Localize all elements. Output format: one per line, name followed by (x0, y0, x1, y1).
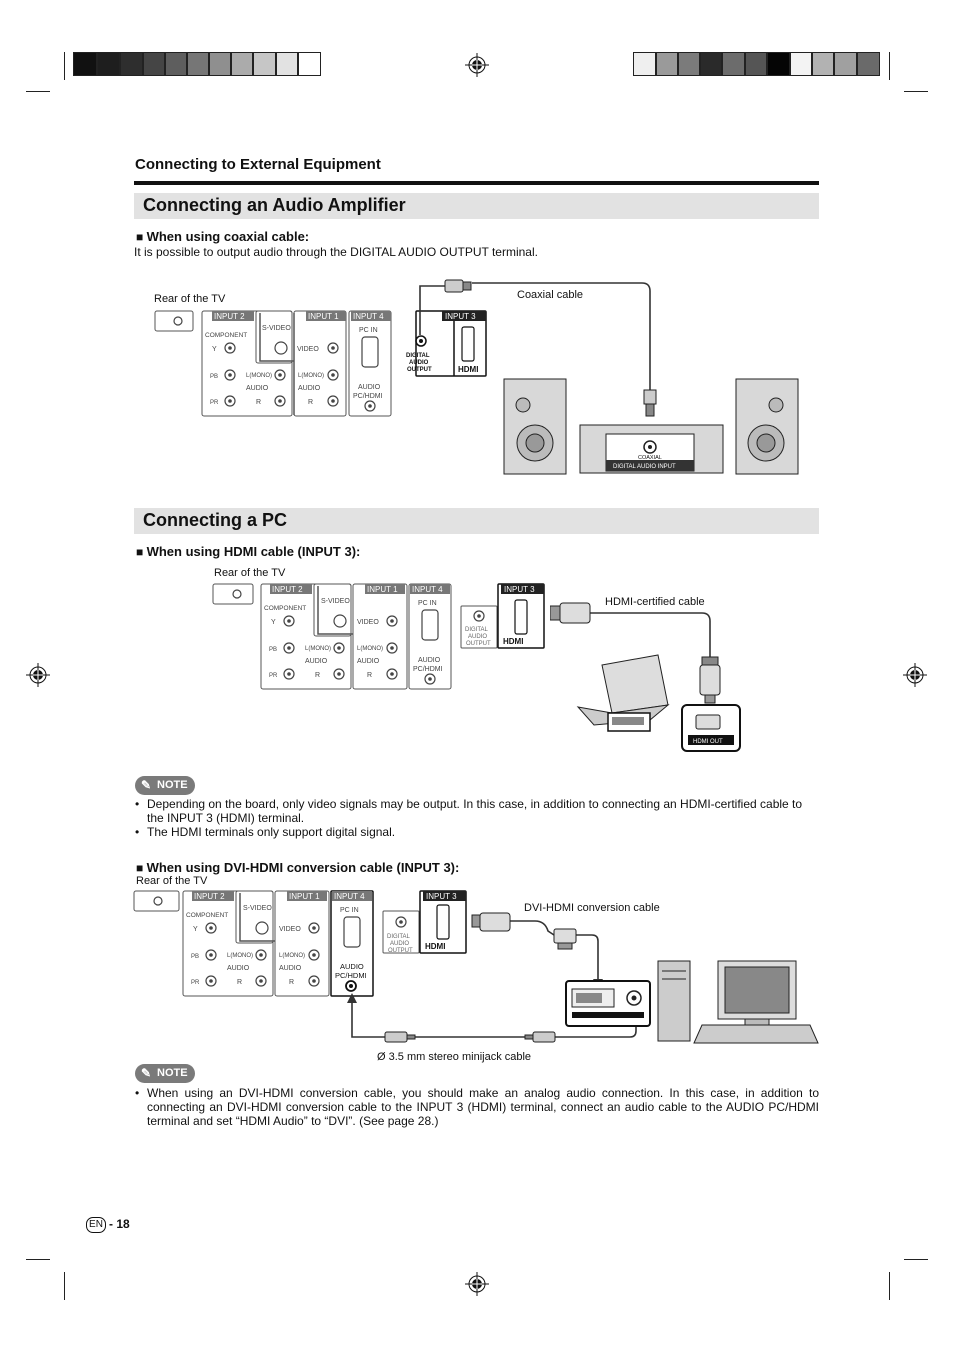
coax-plug-bottom (644, 390, 656, 416)
panel3-pc-hdmi: PC/HDMI (335, 971, 367, 980)
amp-coaxial-label: COAXIAL (638, 455, 662, 461)
panel3-audio: AUDIO (227, 965, 250, 972)
panel1-pr: PR (210, 400, 219, 406)
panel1-audio-pc: AUDIO (358, 384, 381, 391)
panel2-audio: AUDIO (305, 658, 328, 665)
panel1-pc-hdmi: PC/HDMI (353, 393, 383, 400)
hdmi-out-port (682, 705, 740, 751)
keyboard (694, 1025, 818, 1043)
panel1-lmono2: L(MONO) (298, 373, 324, 379)
coax-heading: ■ When using coaxial cable: (136, 229, 309, 244)
pc-title: Connecting a PC (143, 510, 288, 530)
page-number: - 18 (109, 1217, 130, 1231)
panel2-audio-out: AUDIO (468, 634, 488, 640)
note-badge-1: ✎ NOTE (135, 776, 195, 795)
hdmi-plug-top (550, 603, 590, 623)
hdmi-plug-bottom (700, 657, 720, 703)
dvi-cable-label: DVI-HDMI conversion cable (524, 902, 660, 914)
panel2-lmono2: L(MONO) (357, 646, 383, 652)
pencil-icon: ✎ (141, 778, 152, 792)
panel1-output: OUTPUT (407, 367, 432, 373)
pc-title-band (134, 508, 819, 534)
coax-text: It is possible to output audio through the DIGITAL AUDIO OUTPUT terminal. (134, 245, 538, 259)
panel1-input2: INPUT 2 (214, 312, 245, 321)
panel3-lmono2: L(MONO) (279, 953, 305, 959)
dvi-plug (554, 929, 576, 949)
dvi-desktop-diagram (340, 905, 820, 1050)
tv-rear-panel-2 (210, 580, 550, 695)
notes-list-1 (134, 797, 819, 839)
panel1-audio: AUDIO (246, 385, 269, 392)
panel3-r: R (237, 979, 243, 986)
audio-amp-title: Connecting an Audio Amplifier (143, 195, 406, 215)
panel2-audio-pc: AUDIO (418, 657, 441, 664)
panel2-input2: INPUT 2 (272, 585, 303, 594)
panel2-pcin: PC IN (418, 600, 437, 607)
panel1-hdmi-logo: HDMI (458, 365, 479, 374)
audio-amp-diagram (410, 275, 810, 480)
panel1-audio-out: AUDIO (409, 360, 429, 366)
panel2-digital: DIGITAL (465, 627, 488, 633)
panel3-input1: INPUT 1 (289, 892, 320, 901)
monitor (718, 961, 796, 1025)
hdmi-plug (472, 913, 510, 931)
coax-plug-top (445, 280, 471, 292)
panel2-input4: INPUT 4 (412, 585, 443, 594)
section-header: Connecting to External Equipment (135, 156, 381, 173)
panel2-r: R (315, 672, 321, 679)
panel3-pb: PB (191, 954, 200, 960)
dvi-heading: ■ When using DVI-HDMI conversion cable (INPUT 3): (136, 860, 459, 875)
hdmi-heading: ■ When using HDMI cable (INPUT 3): (136, 544, 360, 559)
hdmi-cable-label: HDMI-certified cable (605, 596, 705, 608)
panel3-y: Y (193, 926, 198, 933)
panel3-input3: INPUT 3 (426, 892, 457, 901)
rear-label-3: Rear of the TV (136, 875, 208, 887)
panel1-lmono: L(MONO) (246, 373, 272, 379)
panel2-video: VIDEO (357, 619, 379, 626)
hdmi-out-label: HDMI OUT (693, 739, 723, 745)
note-item: • The HDMI terminals only support digital signal. (134, 825, 819, 839)
tv-hdmi-port-3 (419, 905, 465, 953)
speaker-left (504, 379, 566, 474)
panel1-input1: INPUT 1 (308, 312, 339, 321)
panel3-video: VIDEO (279, 926, 301, 933)
pc-ports-callout (566, 981, 650, 1026)
panel1-component: COMPONENT (205, 332, 248, 339)
panel3-audio2: AUDIO (279, 965, 302, 972)
note-badge-2: ✎ NOTE (135, 1064, 195, 1083)
panel3-audio-out: AUDIO (390, 941, 410, 947)
panel2-pc-hdmi: PC/HDMI (413, 666, 443, 673)
panel1-pb: PB (210, 374, 219, 380)
panel2-y: Y (271, 619, 276, 626)
panel3-hdmi-logo: HDMI (425, 942, 446, 951)
panel1-input3: INPUT 3 (445, 312, 476, 321)
panel1-digital: DIGITAL (406, 353, 430, 359)
note-item: • When using an DVI-HDMI conversion cable, you should make an analog audio connection. In this case, in addition to connecting an DVI-HDMI conversion cable to the INPUT 3 (HDMI) terminal, connect an audio cable to the AUDIO PC/HDMI terminal and set “HDMI Audio” to “DVI”. (See page 28.) (134, 1086, 819, 1128)
panel2-pr: PR (269, 673, 278, 679)
panel2-hdmi-logo: HDMI (503, 637, 524, 646)
panel1-input4: INPUT 4 (353, 312, 384, 321)
header-rule (134, 181, 819, 185)
amplifier (580, 425, 723, 473)
panel2-component: COMPONENT (264, 605, 307, 612)
note-item: • Depending on the board, only video signals may be output. In this case, in addition to connecting an HDMI-certified cable to the INPUT 3 (HDMI) terminal. (134, 797, 819, 825)
panel3-r2: R (289, 979, 295, 986)
panel1-r: R (256, 399, 262, 406)
panel3-output: OUTPUT (388, 948, 413, 954)
panel2-audio2: AUDIO (357, 658, 380, 665)
notes-list-2 (134, 1086, 819, 1128)
panel3-lmono: L(MONO) (227, 953, 253, 959)
panel3-svideo: S-VIDEO (243, 905, 272, 912)
panel3-input2: INPUT 2 (194, 892, 225, 901)
pc-tower (658, 961, 690, 1041)
panel2-input1: INPUT 1 (367, 585, 398, 594)
minijack-label: Ø 3.5 mm stereo minijack cable (377, 1051, 532, 1063)
pencil-icon: ✎ (141, 1066, 152, 1080)
speaker-right (736, 379, 798, 474)
panel3-pr: PR (191, 980, 200, 986)
panel3-input4: INPUT 4 (334, 892, 365, 901)
panel1-video: VIDEO (297, 346, 319, 353)
panel1-pcin: PC IN (359, 327, 378, 334)
panel2-input3: INPUT 3 (504, 585, 535, 594)
panel2-pb: PB (269, 647, 278, 653)
panel1-audio2: AUDIO (298, 385, 321, 392)
rear-label-2: Rear of the TV (214, 567, 286, 579)
rear-label-1: Rear of the TV (154, 293, 226, 305)
panel3-pcin: PC IN (340, 907, 359, 914)
panel2-lmono: L(MONO) (305, 646, 331, 652)
language-badge: EN (86, 1217, 106, 1233)
audio-amp-title-band (134, 193, 819, 219)
laptop (578, 655, 668, 731)
panel3-digital: DIGITAL (387, 934, 410, 940)
panel1-svideo: S-VIDEO (262, 325, 291, 332)
panel3-component: COMPONENT (186, 912, 229, 919)
amp-digital-input-label: DIGITAL AUDIO INPUT (613, 464, 676, 470)
panel2-output: OUTPUT (466, 641, 491, 647)
coaxial-cable-label: Coaxial cable (517, 289, 584, 301)
hdmi-laptop-diagram (550, 595, 750, 760)
panel3-audio-pc: AUDIO (340, 962, 364, 971)
panel2-r2: R (367, 672, 373, 679)
panel1-y: Y (212, 346, 217, 353)
panel1-r2: R (308, 399, 314, 406)
panel2-svideo: S-VIDEO (321, 598, 350, 605)
